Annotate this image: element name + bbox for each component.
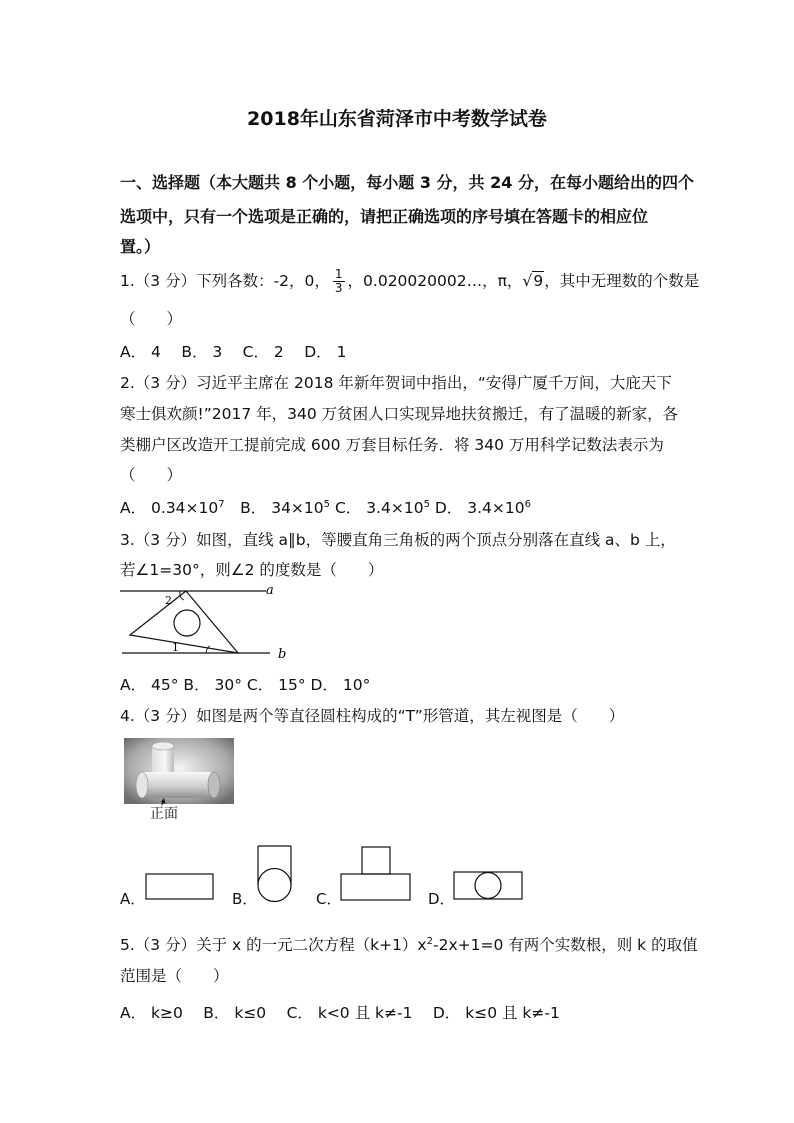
q1-fraction xyxy=(333,268,345,295)
q3-label-b: b xyxy=(278,647,287,662)
q1-prefix: 1.（3 分）下列各数：-2，0， xyxy=(120,272,330,290)
q1-answer-paren: （ ） xyxy=(120,310,183,328)
q2-line2: 寒士俱欢颜!”2017 年，340 万贫困人口实现异地扶贫搬迁，有了温暖的新家，各 xyxy=(120,405,679,423)
q3-label-a: a xyxy=(266,583,274,598)
q1-frac-num: 1 xyxy=(334,267,343,281)
q4-option-b-figure xyxy=(255,845,295,903)
q2-line3: 类棚户区改造开工提前完成 600 万套目标任务．将 340 万用科学记数法表示为 xyxy=(120,436,664,454)
q2-line1: 2.（3 分）习近平主席在 2018 年新年贺词中指出，“安得广厦千万间，大庇天下 xyxy=(120,374,672,392)
section-header-line1: 一、选择题（本大题共 8 个小题，每小题 3 分，共 24 分，在每小题给出的四个 xyxy=(120,173,694,192)
q2-option-a: A． 0.34×10 xyxy=(120,499,219,517)
q1-sqrt-value: 9 xyxy=(533,272,544,290)
q3-line1: 3.（3 分）如图，直线 a∥b，等腰直角三角板的两个顶点分别落在直线 a、b 上， xyxy=(120,531,676,549)
pipe-image-icon xyxy=(124,738,234,824)
q2-option-c-exp: 5 xyxy=(423,499,430,510)
sqrt-icon: √ xyxy=(522,272,533,290)
q5-line1-post: -2x+1=0 有两个实数根，则 k 的取值 xyxy=(432,936,698,954)
q4-line1: 4.（3 分）如图是两个等直径圆柱构成的“T”形管道，其左视图是（ ） xyxy=(120,707,625,725)
q1-stem xyxy=(120,267,700,295)
q2-option-d-exp: 6 xyxy=(524,499,531,510)
q3-triangle xyxy=(130,591,238,653)
q3-angle2-label: 2 xyxy=(165,594,172,607)
q1-suffix: ，其中无理数的个数是 xyxy=(544,272,700,290)
q2-option-b: B． 34×10 xyxy=(224,499,324,517)
q5-line2: 范围是（ ） xyxy=(120,967,229,985)
q4-photo-label: 正面 xyxy=(150,806,178,822)
q3-angle1-label: 1 xyxy=(172,641,179,654)
q4-option-c-figure xyxy=(340,846,412,902)
q4-option-a-label: A． xyxy=(120,890,146,908)
q3-options: A． 45° B． 30° C． 15° D． 10° xyxy=(120,676,371,694)
q3-triangle-hole xyxy=(174,610,200,636)
q2-option-d: D． 3.4×10 xyxy=(429,499,525,517)
q1-middle: ，0.020020002…，π， xyxy=(347,272,523,290)
q4-option-d-figure xyxy=(453,871,525,901)
q5-options: A． k≥0 B． k≤0 C． k<0 且 k≠-1 D． k≤0 且 k≠-1 xyxy=(120,1004,560,1022)
q2-option-c: C． 3.4×10 xyxy=(330,499,424,517)
q2-option-a-exp: 7 xyxy=(218,499,225,510)
page-title: 2018年山东省菏泽市中考数学试卷 xyxy=(247,108,547,130)
q5-line1-pre: 5.（3 分）关于 x 的一元二次方程（k+1）x xyxy=(120,936,427,954)
q4-option-a-figure xyxy=(145,873,215,901)
q2-answer-paren: （ ） xyxy=(120,466,183,484)
q3-figure-parallel-lines-triangle xyxy=(118,580,298,664)
q4-option-d-label: D． xyxy=(428,890,455,908)
q1-options: A． 4 B． 3 C． 2 D． 1 xyxy=(120,343,347,361)
q2-option-b-exp: 5 xyxy=(323,499,331,510)
q4-pipe-photo xyxy=(124,738,234,824)
section-header-line3: 置。） xyxy=(120,237,161,256)
q3-line2: 若∠1=30°，则∠2 的度数是（ ） xyxy=(120,561,384,579)
q1-frac-den: 3 xyxy=(334,281,343,295)
q3-angle1-arc xyxy=(206,646,210,653)
q5-line1 xyxy=(120,934,698,956)
q4-option-c-label: C． xyxy=(316,890,342,908)
q2-options xyxy=(120,497,680,519)
q4-option-b-label: B． xyxy=(232,890,258,908)
section-header-line2: 选项中，只有一个选项是正确的，请把正确选项的序号填在答题卡的相应位 xyxy=(120,207,649,226)
q1-sqrt xyxy=(522,270,544,292)
q5-line1-exp: 2 xyxy=(426,936,433,947)
